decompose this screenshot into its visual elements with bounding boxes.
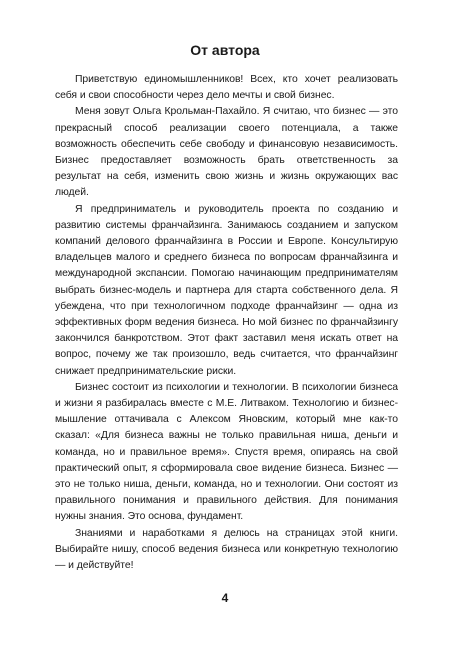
chapter-body <box>55 72 398 574</box>
chapter-title: От автора <box>190 42 260 58</box>
paragraph-2: Меня зовут Ольга Крольман-Пахайло. Я считаю, что бизнес — это прекрасный способ реализации своего потенциала, а также возможность обеспечить себе свободу и финансовую независимость. Бизнес предоставляет возможность брать ответственность за результат на себя, изменить свою жизнь и жизнь окружающих вас людей. <box>55 106 398 199</box>
paragraph-4: Бизнес состоит из психологии и технологии. В психологии бизнеса и жизни я разбиралась вместе с М.Е. Литваком. Технологию и бизнес-мышление оттачивала с Алексом Яновским, который мне как-то сказал: «Для бизнеса важны не только правильная ниша, деньги и команда, но и правильное время». Спустя время, опираясь на свой практический опыт, я сформировала свое видение бизнеса. Бизнес — это не только ниша, деньги, команда, но и технологии. Они состоят из правильного понимания и правильного действия. Для понимания нужны знания. Это основа, фундамент. <box>55 381 398 523</box>
paragraph-3: Я предприниматель и руководитель проекта по созданию и развитию системы франчайзинга. Занимаюсь созданием и запуском компаний делового франчайзинга в России и Европе. Консультирую владельцев малого и среднего бизнеса по вопросам франчайзинга и международной экспансии. Помогаю начинающим предпринимателям выбрать бизнес-модель и партнера для старта собственного дела. Я убеждена, что при технологичном подходе франчайзинг — одна из эффективных форм ведения бизнеса. Но мой бизнес по франчайзингу закончился банкротством. Этот факт заставил меня искать ответ на вопрос, почему же так произошло, ведь считается, что франчайзинг снижает предпринимательские риски. <box>55 203 398 377</box>
paragraph-5: Знаниями и наработками я делюсь на страницах этой книги. Выбирайте нишу, способ ведения бизнеса или конкретную технологию — и действуйте! <box>55 527 398 572</box>
paragraph-1: Приветствую единомышленников! Всех, кто хочет реализовать себя и свои способности через дело мечты и свой бизнес. <box>55 74 398 102</box>
page-number: 4 <box>221 591 229 605</box>
